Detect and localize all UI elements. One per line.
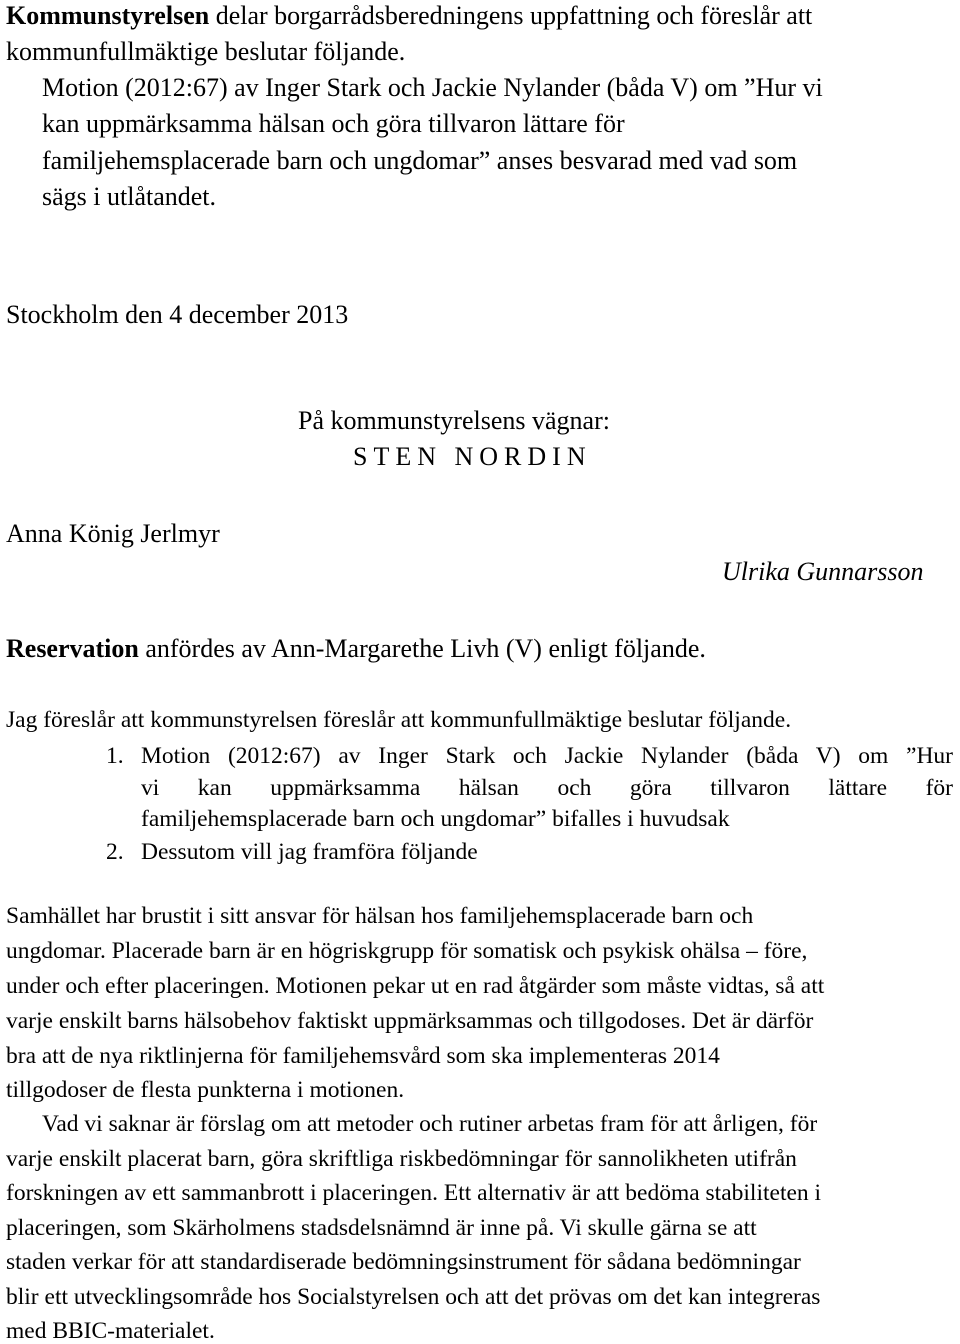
list-item-line: Motion (2012:67) av Inger Stark och Jackie Nylander (båda V) om ”Hur — [141, 743, 953, 769]
list-item-line: vi kan uppmärksamma hälsan och göra tillvaron lättare för — [141, 775, 953, 801]
on-behalf-text: På kommunstyrelsens vägnar: — [298, 406, 610, 435]
paragraph-line: Samhället har brustit i sitt ansvar för hälsan hos familjehemsplacerade barn och — [6, 903, 754, 929]
paragraph-line: varje enskilt barns hälsobehov faktiskt uppmärksammas och tillgodoses. Det är därför — [6, 1008, 814, 1034]
reservation-heading-rest: anfördes av Ann-Margarethe Livh (V) enligt följande. — [138, 634, 706, 663]
paragraph-line: Vad vi saknar är förslag om att metoder och rutiner arbetas fram för att årligen, för — [42, 1111, 818, 1137]
decision-intro — [6, 3, 812, 29]
decision-motion-line: familjehemsplacerade barn och ungdomar” anses besvarad med vad som — [42, 146, 798, 175]
decision-motion-line: kan uppmärksamma hälsan och göra tillvaron lättare för — [42, 109, 625, 138]
left-signer: Anna König Jerlmyr — [6, 519, 220, 548]
paragraph-line: varje enskilt placerat barn, göra skriftliga riskbedömningar för sannolikheten utifrån — [6, 1146, 797, 1172]
list-item-line: familjehemsplacerade barn och ungdomar” bifalles i huvudsak — [141, 806, 730, 832]
paragraph-line: med BBIC-materialet. — [6, 1318, 215, 1344]
paragraph-line: tillgodoser de flesta punkterna i motionen. — [6, 1077, 405, 1103]
chair-name: STEN NORDIN — [353, 442, 592, 471]
decision-motion-line: sägs i utlåtandet. — [42, 182, 217, 211]
reservation-heading — [6, 636, 706, 662]
decision-intro-line2: kommunfullmäktige beslutar följande. — [6, 37, 406, 66]
list-item-number: 2. — [106, 839, 124, 865]
list-item-line: Dessutom vill jag framföra följande — [141, 839, 478, 865]
paragraph-line: bra att de nya riktlinjerna för familjehemsvård som ska implementeras 2014 — [6, 1043, 720, 1069]
reservation-heading-bold: Reservation — [6, 634, 139, 663]
paragraph-line: placeringen, som Skärholmens stadsdelsnämnd är inne på. Vi skulle gärna se att — [6, 1215, 757, 1241]
decision-motion-line: Motion (2012:67) av Inger Stark och Jackie Nylander (båda V) om ”Hur vi — [42, 73, 823, 102]
paragraph-line: staden verkar för att standardiserade bedömningsinstrument för sådana bedömningar — [6, 1249, 801, 1275]
decision-intro-rest: delar borgarrådsberedningens uppfattning och föreslår att — [209, 1, 813, 30]
reservation-proposal: Jag föreslår att kommunstyrelsen föreslår att kommunfullmäktige beslutar följande. — [6, 707, 792, 733]
paragraph-line: under och efter placeringen. Motionen pekar ut en rad åtgärder som måste vidtas, så att — [6, 973, 825, 999]
paragraph-line: blir ett utvecklingsområde hos Socialstyrelsen och att det prövas om det kan integreras — [6, 1284, 821, 1310]
paragraph-line: forskningen av ett sammanbrott i placeringen. Ett alternativ är att bedöma stabiliteten i — [6, 1180, 822, 1206]
decision-intro-bold: Kommunstyrelsen — [6, 1, 210, 30]
right-signer: Ulrika Gunnarsson — [722, 557, 924, 586]
place-date: Stockholm den 4 december 2013 — [6, 300, 349, 329]
paragraph-line: ungdomar. Placerade barn är en högriskgrupp för somatisk och psykisk ohälsa – före, — [6, 938, 808, 964]
list-item-number: 1. — [106, 743, 124, 769]
